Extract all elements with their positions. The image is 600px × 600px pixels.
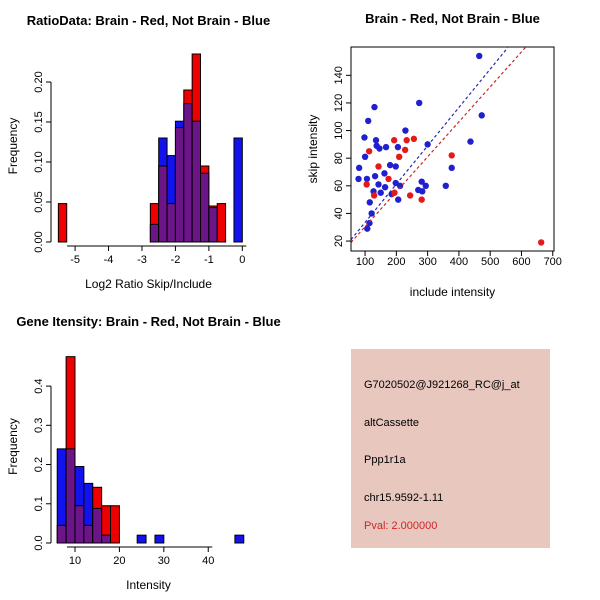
panel-gene-info — [300, 300, 600, 600]
x-tick-label: 600 — [512, 256, 531, 268]
chart-title: Brain - Red, Not Brain - Blue — [365, 11, 540, 26]
chart-title: Gene Itensity: Brain - Red, Not Brain - Blue — [16, 314, 281, 329]
blue-point — [364, 225, 370, 231]
y-axis-label: skip intensity — [306, 114, 320, 184]
panel-intensity-scatter — [300, 0, 600, 300]
panel-gene-intensity-histogram — [0, 300, 300, 600]
y-tick-label: 0.1 — [33, 496, 45, 512]
blue-point — [419, 188, 425, 194]
y-tick-label: 0.2 — [33, 456, 45, 473]
blue-point — [356, 165, 362, 171]
blue-point — [361, 134, 367, 140]
red-point — [411, 136, 417, 142]
hist-bar — [234, 138, 242, 242]
hist-bar — [111, 506, 120, 543]
blue-point — [367, 199, 373, 205]
blue-point — [362, 154, 368, 160]
blue-point — [372, 173, 378, 179]
blue-point — [376, 145, 382, 151]
red-point — [366, 148, 372, 154]
red-point — [403, 137, 409, 143]
y-tick-label: 140 — [333, 66, 345, 85]
blue-point — [395, 196, 401, 202]
probe-id-line: G7020502@J921268_RC@j_at — [364, 379, 520, 391]
y-tick-label: 20 — [333, 234, 345, 248]
y-tick-label: 120 — [333, 93, 345, 113]
x-axis-label: Intensity — [126, 578, 171, 592]
y-tick-label: 40 — [333, 207, 345, 220]
panel-ratio-histogram — [0, 0, 300, 300]
x-axis-label: include intensity — [409, 285, 496, 299]
x-tick-label: 200 — [387, 256, 406, 268]
x-tick-label: 300 — [418, 256, 437, 268]
y-tick-label: 0.20 — [33, 71, 45, 93]
hist-bar-overlap — [192, 121, 200, 242]
y-tick-label: 100 — [333, 121, 345, 140]
x-tick-label: 40 — [202, 555, 215, 567]
red-point — [371, 192, 377, 198]
hist-bar-overlap — [167, 204, 175, 242]
x-tick-label: 30 — [157, 555, 170, 567]
red-point — [407, 192, 413, 198]
blue-point — [373, 137, 379, 143]
y-tick-label: 60 — [333, 179, 345, 192]
splice-type-line: altCassette — [364, 417, 420, 429]
blue-point — [393, 163, 399, 169]
red-point — [449, 152, 455, 158]
y-tick-label: 0.05 — [33, 191, 45, 213]
ratio-histogram-chart — [0, 0, 300, 300]
blue-point — [416, 100, 422, 106]
blue-point — [366, 220, 372, 226]
red-point — [375, 163, 381, 169]
blue-point — [476, 53, 482, 59]
hist-bar-overlap — [93, 508, 102, 543]
hist-bar-overlap — [84, 525, 93, 543]
blue-point — [382, 184, 388, 190]
red-point — [391, 190, 397, 196]
pval-line: Pval: 2.000000 — [364, 520, 438, 532]
blue-point — [443, 183, 449, 189]
blue-point — [383, 144, 389, 150]
blue-point — [365, 118, 371, 124]
blue-point — [381, 170, 387, 176]
x-tick-label: 0 — [239, 254, 246, 266]
y-tick-label: 0.0 — [33, 535, 45, 551]
blue-point — [355, 176, 361, 182]
blue-point — [368, 210, 374, 216]
x-tick-label: 400 — [449, 256, 469, 268]
blue-point — [424, 141, 430, 147]
hist-bar — [235, 535, 244, 543]
hist-bar-overlap — [57, 525, 66, 543]
gene-name-line: Ppp1r1a — [364, 454, 406, 466]
red-point — [418, 196, 424, 202]
chart-title: RatioData: Brain - Red, Not Brain - Blue — [26, 13, 271, 28]
red-point — [363, 181, 369, 187]
blue-point — [395, 144, 401, 150]
y-axis-label: Frequency — [6, 117, 20, 175]
hist-bar-overlap — [184, 104, 192, 242]
x-tick-label: -3 — [137, 254, 147, 266]
y-tick-label: 0.15 — [33, 111, 45, 133]
blue-point — [402, 127, 408, 133]
blue-point — [375, 181, 381, 187]
hist-bar-overlap — [66, 449, 75, 543]
blue-point — [387, 162, 393, 168]
gene-info-box — [351, 349, 550, 548]
blue-point — [418, 178, 424, 184]
hist-bar-overlap — [150, 224, 158, 242]
blue-point — [371, 104, 377, 110]
x-tick-label: 700 — [543, 256, 562, 268]
hist-bar — [137, 535, 146, 543]
blue-point — [364, 176, 370, 182]
y-axis-label: Frequency — [6, 418, 20, 475]
x-tick-label: 500 — [481, 256, 500, 268]
hist-bar-overlap — [75, 506, 84, 543]
hist-bar-overlap — [201, 173, 209, 242]
hist-bar — [155, 535, 164, 543]
y-tick-label: 0.00 — [33, 231, 45, 253]
hist-bar-overlap — [175, 128, 183, 242]
hist-bar-overlap — [102, 535, 111, 543]
hist-bar — [58, 204, 66, 242]
y-tick-label: 0.10 — [33, 151, 45, 173]
x-tick-label: 20 — [113, 555, 126, 567]
red-point — [538, 239, 544, 245]
y-tick-label: 0.3 — [33, 417, 46, 433]
red-point — [402, 147, 408, 153]
blue-point — [449, 165, 455, 171]
intensity-scatter-chart — [300, 0, 600, 300]
x-tick-label: 100 — [355, 256, 375, 268]
hist-bar-overlap — [209, 208, 217, 242]
blue-point — [467, 138, 473, 144]
blue-point — [479, 112, 485, 118]
red-point — [391, 137, 397, 143]
x-tick-label: -5 — [70, 254, 80, 266]
y-tick-label: 80 — [333, 152, 345, 165]
x-tick-label: 10 — [68, 555, 82, 567]
chromosome-line: chr15.9592-1.11 — [364, 492, 444, 504]
gene-intensity-histogram-chart — [0, 300, 300, 600]
red-point — [385, 176, 391, 182]
hist-bar-overlap — [159, 166, 167, 242]
x-tick-label: -4 — [103, 254, 114, 266]
red-point — [396, 154, 402, 160]
x-tick-label: -2 — [170, 254, 181, 266]
x-tick-label: -1 — [203, 254, 214, 266]
x-axis-label: Log2 Ratio Skip/Include — [85, 277, 212, 291]
blue-point — [378, 190, 384, 196]
y-tick-label: 0.4 — [33, 378, 45, 394]
hist-bar — [217, 204, 225, 242]
